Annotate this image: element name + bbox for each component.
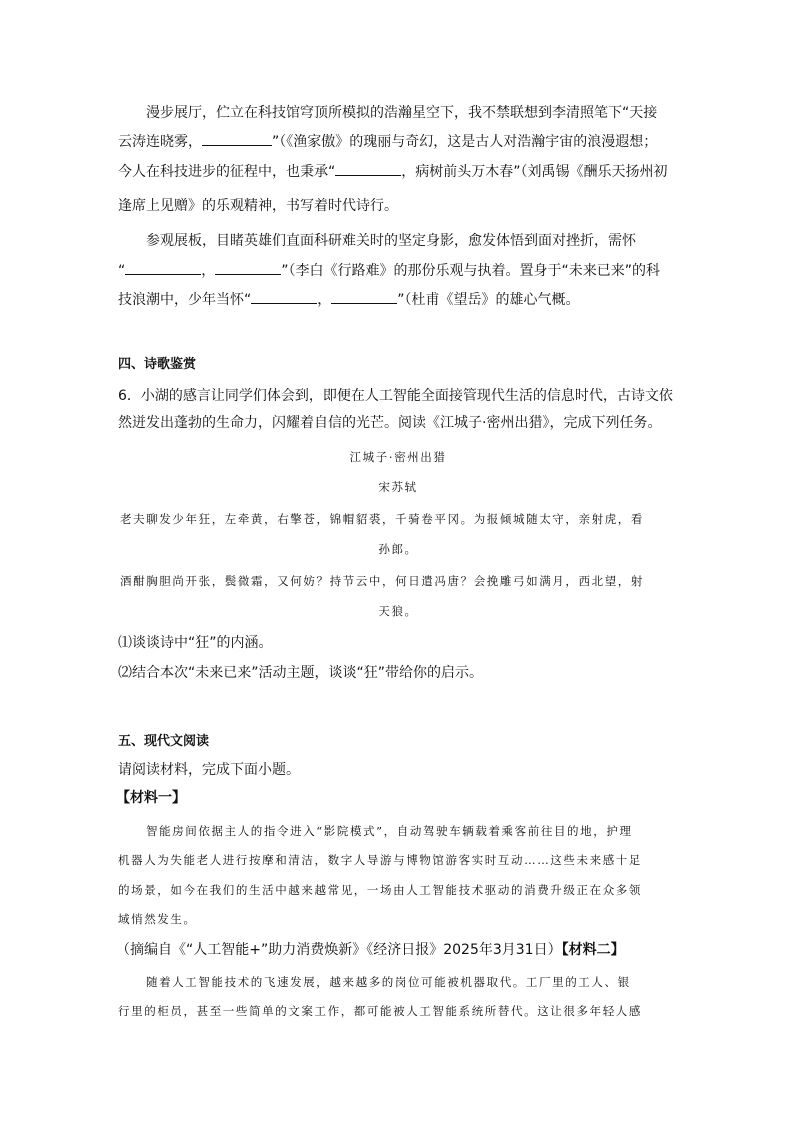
poem-title: 江城子·密州出猎 [349, 450, 447, 464]
intro-line: 请阅读材料，完成下面小题。 [118, 762, 300, 778]
source-line: （摘编自《“人工智能+”助力消费焕新》《经济日报》2025年3月31日）【材料二】 [116, 942, 625, 958]
answer-blank[interactable] [335, 160, 401, 176]
material-line: 域悄然发生。 [118, 912, 197, 926]
poem-line: 老夫聊发少年狂，左牵黄，右擎苍，锦帽貂裘，千骑卷平冈。为报倾城随太守，亲射虎，看 [120, 512, 644, 526]
poem-author: 宋苏轼 [378, 480, 418, 494]
answer-blank[interactable] [215, 259, 281, 275]
material-line: 随着人工智能技术的飞速发展，越来越多的岗位可能被机器取代。工厂里的工人、银 [146, 975, 631, 989]
paragraph-line: 云涛连晓雾， ”（《渔家傲》的瑰丽与奇幻，这是古人对浩瀚宇宙的浪漫遐想； [118, 129, 678, 155]
material-line: 智能房间依据主人的指令进入“影院模式”，自动驾驶车辆载着乘客前往目的地，护理 [146, 824, 633, 838]
paragraph-line: 逢席上见赠》的乐观精神，书写着时代诗行。 [118, 198, 398, 214]
material-label: 【材料一】 [116, 790, 186, 806]
poem-line: 酒酣胸胆尚开张，鬓微霜，又何妨？持节云中，何日遣冯唐？会挽雕弓如满月，西北望，射 [120, 574, 644, 588]
paragraph-line: 今人在科技进步的征程中，也秉承“ ，病树前头万木春”（刘禹锡《酬乐天扬州初 [118, 159, 678, 185]
task-line: ⑵结合本次“未来已来”活动主题，谈谈“狂”带给你的启示。 [118, 665, 484, 681]
poem-line: 天狼。 [378, 604, 418, 618]
material-label: 【材料二】 [561, 942, 625, 958]
answer-blank[interactable] [331, 288, 397, 304]
paragraph-line: 参观展板，目睹英雄们直面科研难关时的坚定身影，愈发体悟到面对挫折，需怀 [146, 233, 636, 249]
poem-line: 孙郎。 [378, 542, 418, 556]
answer-blank[interactable] [125, 259, 201, 275]
paragraph-line: 技浪潮中，少年当怀“ ， ”（杜甫《望岳》的雄心气概。 [118, 287, 678, 313]
question-line: 6．小湖的感言让同学们体会到，即便在人工智能全面接管现代生活的信息时代，古诗文依 [118, 388, 673, 404]
task-line: ⑴谈谈诗中“狂”的内涵。 [118, 635, 273, 651]
material-line: 行里的柜员，甚至一些简单的文案工作，都可能被人工智能系统所替代。这让很多年轻人感 [118, 1004, 642, 1018]
material-line: 的场景，如今在我们的生活中越来越常见，一场由人工智能技术驱动的消费升级正在众多领 [118, 883, 642, 897]
material-line: 机器人为失能老人进行按摩和清洁，数字人导游与博物馆游客实时互动……这些未来感十足 [118, 853, 642, 867]
answer-blank[interactable] [251, 288, 317, 304]
section-heading: 四、诗歌鉴赏 [118, 357, 197, 372]
section-heading: 五、现代文阅读 [118, 734, 210, 749]
paragraph-line: “ ， ”（李白《行路难》的那份乐观与执着。置身于“未来已来”的科 [118, 258, 678, 284]
paragraph-line: 漫步展厅，伫立在科技馆穹顶所模拟的浩瀚星空下，我不禁联想到李清照笔下“天接 [146, 105, 658, 121]
question-line: 然迸发出蓬勃的生命力，闪耀着自信的光芒。阅读《江城子·密州出猎》，完成下列任务。 [118, 415, 662, 431]
answer-blank[interactable] [202, 130, 272, 146]
